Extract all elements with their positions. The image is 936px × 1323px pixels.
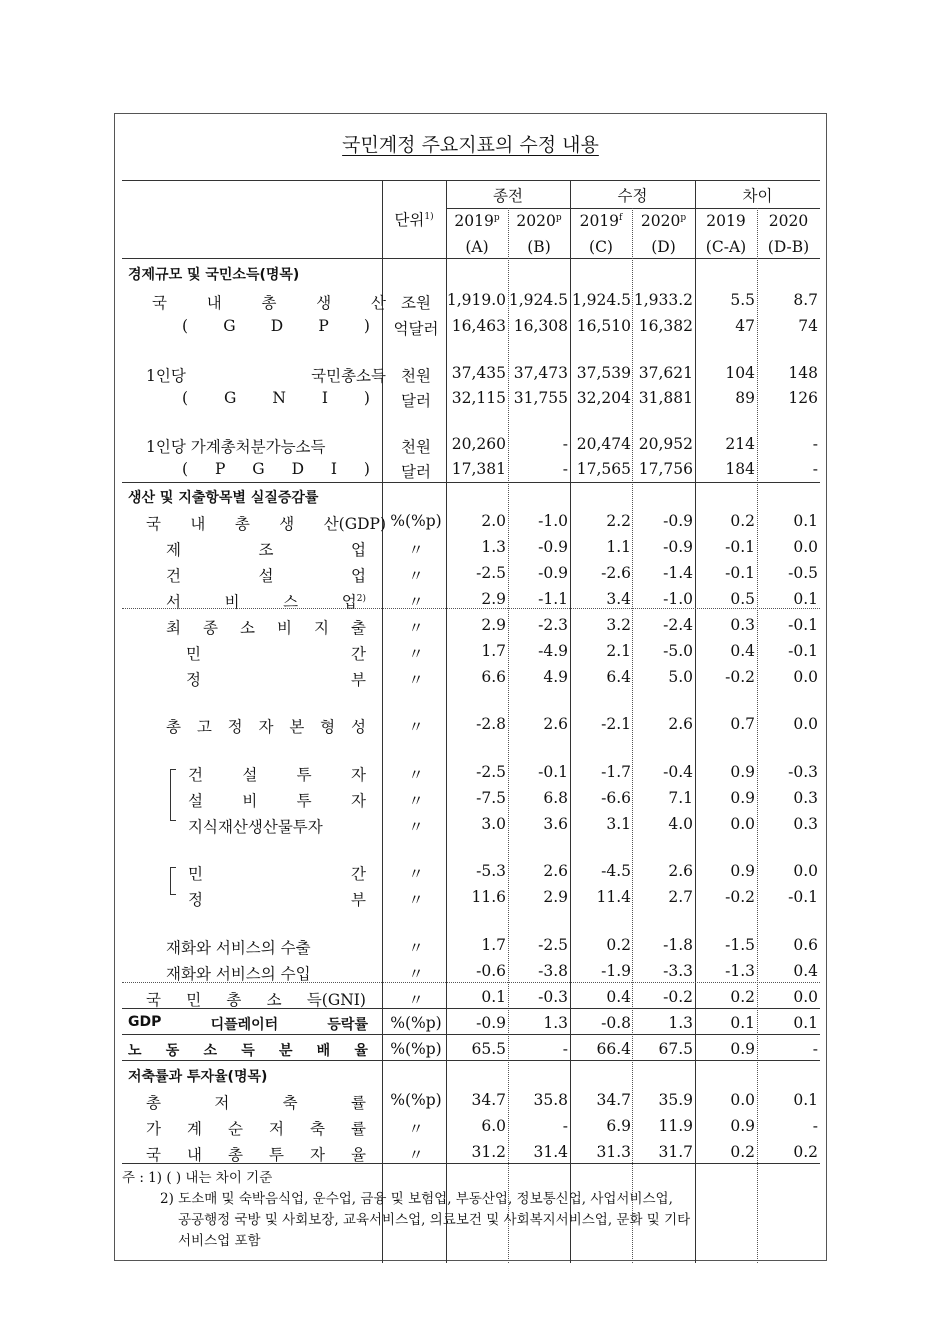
group-header-diff: 차이 xyxy=(742,187,773,205)
cell-value: 214 xyxy=(725,435,755,453)
cell-value: -2.5 xyxy=(538,936,568,954)
cell-value: 0.1 xyxy=(793,512,818,530)
table-row xyxy=(122,431,820,457)
cell-value: 104 xyxy=(725,364,755,382)
cell-value: 0.3 xyxy=(730,616,755,634)
note-4: 서비스업 포함 xyxy=(178,1233,261,1249)
row-label: 국 내 총 생 산(GDP) xyxy=(146,515,386,533)
cell-value: 16,382 xyxy=(638,317,693,335)
cell-value: 16,510 xyxy=(576,317,631,335)
cell-value: -1.0 xyxy=(663,590,693,608)
cell-value: -1.3 xyxy=(725,962,755,980)
cell-value: 65.5 xyxy=(471,1040,506,1058)
row-label: 총 저 축 률 xyxy=(146,1094,366,1112)
table-row xyxy=(122,858,820,884)
cell-value: -5.0 xyxy=(663,642,693,660)
unit-header: 단위$^{1)}$ xyxy=(394,211,434,229)
table-row xyxy=(122,664,820,690)
row-label: 설 비 투 자 xyxy=(188,792,366,810)
cell-value: -0.9 xyxy=(663,512,693,530)
cell-value: -7.5 xyxy=(476,789,506,807)
cell-value: 0.2 xyxy=(793,1143,818,1161)
cell-value: 20,474 xyxy=(576,435,631,453)
cell-value: 184 xyxy=(725,460,755,478)
row-unit: 〃 xyxy=(408,766,424,784)
cell-value: 74 xyxy=(798,317,818,335)
cell-value: -0.3 xyxy=(538,988,568,1006)
cell-value: 11.9 xyxy=(658,1117,693,1135)
row-label: 민 간 xyxy=(188,865,366,883)
code-a: (A) xyxy=(465,238,489,256)
table-row xyxy=(122,1010,820,1036)
row-unit: %(%p) xyxy=(390,512,442,530)
row-label: 제 조 업 xyxy=(166,541,366,559)
cell-value: 148 xyxy=(788,364,818,382)
cell-value: 0.1 xyxy=(730,1014,755,1032)
cell-value: 6.9 xyxy=(606,1117,631,1135)
cell-value: 16,308 xyxy=(513,317,568,335)
code-f: (D-B) xyxy=(767,238,810,256)
cell-value: -0.1 xyxy=(725,564,755,582)
table-row xyxy=(122,586,820,612)
row-unit: 〃 xyxy=(408,939,424,957)
cell-value: 0.0 xyxy=(730,815,755,833)
cell-value: -0.2 xyxy=(725,888,755,906)
row-label: 국 민 총 소 득(GNI) xyxy=(146,991,366,1009)
cell-value: 37,473 xyxy=(513,364,568,382)
cell-value: 34.7 xyxy=(471,1091,506,1109)
cell-value: -1.0 xyxy=(538,512,568,530)
cell-value: 3.0 xyxy=(481,815,506,833)
cell-value: 0.4 xyxy=(730,642,755,660)
year-e: 2019 xyxy=(706,212,746,230)
cell-value: - xyxy=(562,460,568,478)
cell-value: -0.2 xyxy=(663,988,693,1006)
cell-value: 2.6 xyxy=(543,862,568,880)
cell-value: -0.9 xyxy=(663,538,693,556)
row-unit: 억달러 xyxy=(393,320,439,338)
cell-value: 11.4 xyxy=(596,888,631,906)
cell-value: 1,924.5 xyxy=(508,291,568,309)
cell-value: 1.7 xyxy=(481,642,506,660)
cell-value: 2.1 xyxy=(606,642,631,660)
cell-value: 31.2 xyxy=(471,1143,506,1161)
table-row xyxy=(122,759,820,785)
row-label: ( G N I ) xyxy=(182,389,370,407)
row-label: 국 내 총 생 산 xyxy=(152,294,386,312)
cell-value: -3.3 xyxy=(663,962,693,980)
cell-value: -5.3 xyxy=(476,862,506,880)
cell-value: 7.1 xyxy=(668,789,693,807)
table-row xyxy=(122,508,820,534)
cell-value: 20,260 xyxy=(451,435,506,453)
cell-value: 0.0 xyxy=(793,988,818,1006)
cell-value: 6.8 xyxy=(543,789,568,807)
page-title: 국민계정 주요지표의 수정 내용 xyxy=(342,134,599,156)
row-label: 총 고 정 자 본 형 성 xyxy=(166,718,366,736)
cell-value: -2.6 xyxy=(601,564,631,582)
section-title-1: 경제규모 및 국민소득(명목) xyxy=(128,267,300,283)
cell-value: 126 xyxy=(788,389,818,407)
cell-value: 17,381 xyxy=(451,460,506,478)
row-label: 재화와 서비스의 수출 xyxy=(166,939,311,957)
group-header-revised: 수정 xyxy=(617,187,648,205)
cell-value: 89 xyxy=(735,389,755,407)
table-row xyxy=(122,1036,820,1062)
note-1: 주 : 1) ( ) 내는 차이 기준 xyxy=(122,1170,273,1186)
row-label: GDP 디플레이터 등락률 xyxy=(128,1014,368,1033)
row-unit: 조원 xyxy=(401,294,431,312)
cell-value: -0.2 xyxy=(725,668,755,686)
row-unit: 〃 xyxy=(408,991,424,1009)
cell-value: 2.7 xyxy=(668,888,693,906)
cell-value: 1,919.0 xyxy=(446,291,506,309)
cell-value: 2.0 xyxy=(481,512,506,530)
cell-value: 2.9 xyxy=(481,616,506,634)
table-row xyxy=(122,984,820,1010)
table-row xyxy=(122,560,820,586)
table-row xyxy=(122,313,820,339)
row-label: ( G D P ) xyxy=(182,317,370,335)
cell-value: -6.6 xyxy=(601,789,631,807)
table-row xyxy=(122,958,820,984)
cell-value: 35.8 xyxy=(533,1091,568,1109)
row-unit: 〃 xyxy=(408,718,424,736)
cell-value: - xyxy=(562,1040,568,1058)
cell-value: 37,621 xyxy=(638,364,693,382)
cell-value: 34.7 xyxy=(596,1091,631,1109)
cell-value: 32,204 xyxy=(576,389,631,407)
cell-value: 6.0 xyxy=(481,1117,506,1135)
cell-value: -2.5 xyxy=(476,564,506,582)
row-label: 건 설 투 자 xyxy=(188,766,366,784)
cell-value: 37,539 xyxy=(576,364,631,382)
cell-value: 0.6 xyxy=(793,936,818,954)
cell-value: 0.9 xyxy=(730,763,755,781)
code-d: (D) xyxy=(651,238,676,256)
cell-value: 1.3 xyxy=(481,538,506,556)
cell-value: 31.4 xyxy=(533,1143,568,1161)
row-unit: 〃 xyxy=(408,671,424,689)
cell-value: -2.5 xyxy=(476,763,506,781)
cell-value: 2.6 xyxy=(668,862,693,880)
table-row xyxy=(122,287,820,313)
year-f: 2020 xyxy=(768,212,809,230)
cell-value: -2.3 xyxy=(538,616,568,634)
row-unit: 〃 xyxy=(408,818,424,836)
cell-value: 16,463 xyxy=(451,317,506,335)
row-unit: 〃 xyxy=(408,965,424,983)
cell-value: 0.0 xyxy=(730,1091,755,1109)
table-row xyxy=(122,932,820,958)
cell-value: 0.0 xyxy=(793,538,818,556)
cell-value: -0.1 xyxy=(725,538,755,556)
cell-value: 3.1 xyxy=(606,815,631,833)
cell-value: 0.5 xyxy=(730,590,755,608)
table-row xyxy=(122,638,820,664)
row-label: 서 비 스 업$^{2)}$ xyxy=(166,593,366,611)
table-row xyxy=(122,884,820,910)
row-unit: 달러 xyxy=(401,392,431,410)
cell-value: 0.2 xyxy=(730,512,755,530)
cell-value: -3.8 xyxy=(538,962,568,980)
row-label: 정 부 xyxy=(188,891,366,909)
cell-value: -0.3 xyxy=(788,763,818,781)
cell-value: 6.6 xyxy=(481,668,506,686)
cell-value: 31.3 xyxy=(596,1143,631,1161)
cell-value: 0.1 xyxy=(793,1091,818,1109)
cell-value: 17,756 xyxy=(638,460,693,478)
cell-value: 47 xyxy=(735,317,755,335)
row-unit: 〃 xyxy=(408,567,424,585)
table-row xyxy=(122,1113,820,1139)
table-row xyxy=(122,360,820,386)
table-row xyxy=(122,612,820,638)
code-e: (C-A) xyxy=(705,238,747,256)
cell-value: 1.3 xyxy=(543,1014,568,1032)
row-unit: 〃 xyxy=(408,865,424,883)
cell-value: 1,933.2 xyxy=(633,291,693,309)
note-3: 공공행정 국방 및 사회보장, 교육서비스업, 의료보건 및 사회복지서비스업, 문화 및 기타 xyxy=(178,1212,691,1228)
table-row xyxy=(122,1087,820,1113)
cell-value: 0.0 xyxy=(793,668,818,686)
cell-value: 2.9 xyxy=(543,888,568,906)
cell-value: -1.8 xyxy=(663,936,693,954)
cell-value: - xyxy=(562,435,568,453)
cell-value: 0.3 xyxy=(793,789,818,807)
cell-value: 31,755 xyxy=(513,389,568,407)
cell-value: -0.1 xyxy=(788,642,818,660)
table-row xyxy=(122,456,820,482)
cell-value: 6.4 xyxy=(606,668,631,686)
cell-value: -1.5 xyxy=(725,936,755,954)
cell-value: 0.7 xyxy=(730,715,755,733)
table-row xyxy=(122,385,820,411)
cell-value: 0.9 xyxy=(730,1040,755,1058)
table-row xyxy=(122,1139,820,1165)
cell-value: -1.1 xyxy=(538,590,568,608)
cell-value: 5.0 xyxy=(668,668,693,686)
cell-value: -0.6 xyxy=(476,962,506,980)
cell-value: 0.0 xyxy=(793,715,818,733)
row-unit: 〃 xyxy=(408,1120,424,1138)
cell-value: - xyxy=(812,460,818,478)
cell-value: 0.1 xyxy=(481,988,506,1006)
cell-value: 67.5 xyxy=(658,1040,693,1058)
row-label: 정 부 xyxy=(186,671,366,689)
cell-value: 37,435 xyxy=(451,364,506,382)
cell-value: -0.1 xyxy=(538,763,568,781)
cell-value: 0.4 xyxy=(793,962,818,980)
row-label: 가 계 순 저 축 률 xyxy=(146,1120,366,1138)
cell-value: 3.4 xyxy=(606,590,631,608)
cell-value: -2.1 xyxy=(601,715,631,733)
row-unit: %(%p) xyxy=(390,1040,442,1058)
row-unit: 〃 xyxy=(408,1146,424,1164)
cell-value: - xyxy=(812,1117,818,1135)
note-2: 2) 도소매 및 숙박음식업, 운수업, 금융 및 보험업, 부동산업, 정보통신업, 사업서비스업, xyxy=(160,1191,673,1207)
row-unit: 〃 xyxy=(408,541,424,559)
header-top-rule xyxy=(122,180,820,181)
cell-value: 31,881 xyxy=(638,389,693,407)
cell-value: 3.6 xyxy=(543,815,568,833)
row-unit: 달러 xyxy=(401,463,431,481)
table-row xyxy=(122,811,820,837)
cell-value: 4.9 xyxy=(543,668,568,686)
cell-value: 1.3 xyxy=(668,1014,693,1032)
cell-value: 0.2 xyxy=(730,988,755,1006)
cell-value: 0.0 xyxy=(793,862,818,880)
cell-value: 3.2 xyxy=(606,616,631,634)
cell-value: 2.6 xyxy=(543,715,568,733)
cell-value: 0.9 xyxy=(730,789,755,807)
row-label: 1인당 가계총처분가능소득 xyxy=(146,438,326,456)
row-unit: 〃 xyxy=(408,645,424,663)
row-label: 건 설 업 xyxy=(166,567,366,585)
cell-value: 0.2 xyxy=(606,936,631,954)
cell-value: -0.9 xyxy=(538,538,568,556)
row-label: 민 간 xyxy=(186,645,366,663)
cell-value: 8.7 xyxy=(793,291,818,309)
cell-value: 0.9 xyxy=(730,1117,755,1135)
cell-value: -4.5 xyxy=(601,862,631,880)
group-header-prev: 종전 xyxy=(493,187,523,205)
cell-value: -4.9 xyxy=(538,642,568,660)
row-unit: %(%p) xyxy=(390,1091,442,1109)
header-bottom-rule xyxy=(122,258,820,259)
table-row xyxy=(122,785,820,811)
cell-value: 1,924.5 xyxy=(571,291,631,309)
cell-value: 2.6 xyxy=(668,715,693,733)
row-unit: %(%p) xyxy=(390,1014,442,1032)
row-unit: 천원 xyxy=(401,438,431,456)
cell-value: 0.1 xyxy=(793,590,818,608)
year-c: 2019$^f$ xyxy=(579,212,623,230)
year-d: 2020$^p$ xyxy=(640,212,687,230)
cell-value: - xyxy=(812,435,818,453)
group-rule xyxy=(446,208,820,209)
row-label: 노 동 소 득 분 배 율 xyxy=(128,1043,368,1059)
cell-value: 0.2 xyxy=(730,1143,755,1161)
year-b: 2020$^p$ xyxy=(516,212,562,230)
row-label: 1인당 국민총소득 xyxy=(146,367,386,385)
cell-value: 1.7 xyxy=(481,936,506,954)
cell-value: 0.4 xyxy=(606,988,631,1006)
table-row xyxy=(122,711,820,737)
row-label: ( P G D I ) xyxy=(182,460,370,478)
row-label: 재화와 서비스의 수입 xyxy=(166,965,311,983)
cell-value: 2.9 xyxy=(481,590,506,608)
cell-value: 1.1 xyxy=(606,538,631,556)
cell-value: 0.1 xyxy=(793,1014,818,1032)
cell-value: -2.8 xyxy=(476,715,506,733)
cell-value: -1.9 xyxy=(601,962,631,980)
cell-value: 4.0 xyxy=(668,815,693,833)
cell-value: -0.1 xyxy=(788,616,818,634)
section-title-2: 생산 및 지출항목별 실질증감률 xyxy=(128,490,319,506)
cell-value: 31.7 xyxy=(658,1143,693,1161)
cell-value: 66.4 xyxy=(596,1040,631,1058)
row-label: 지식재산생산물투자 xyxy=(188,818,323,836)
row-unit: 〃 xyxy=(408,891,424,909)
row-unit: 〃 xyxy=(408,792,424,810)
cell-value: -1.7 xyxy=(601,763,631,781)
cell-value: 17,565 xyxy=(576,460,631,478)
cell-value: -0.1 xyxy=(788,888,818,906)
row-unit: 〃 xyxy=(408,619,424,637)
cell-value: 20,952 xyxy=(638,435,693,453)
cell-value: 35.9 xyxy=(658,1091,693,1109)
cell-value: 0.9 xyxy=(730,862,755,880)
cell-value: -1.4 xyxy=(663,564,693,582)
row-unit: 천원 xyxy=(401,367,431,385)
year-a: 2019$^p$ xyxy=(454,212,500,230)
cell-value: 5.5 xyxy=(730,291,755,309)
cell-value: -0.9 xyxy=(476,1014,506,1032)
cell-value: 32,115 xyxy=(451,389,506,407)
cell-value: -0.9 xyxy=(538,564,568,582)
row-label: 최 종 소 비 지 출 xyxy=(166,619,366,637)
row-unit: 〃 xyxy=(408,593,424,611)
cell-value: -0.4 xyxy=(663,763,693,781)
cell-value: - xyxy=(812,1040,818,1058)
cell-value: -0.5 xyxy=(788,564,818,582)
cell-value: 11.6 xyxy=(471,888,506,906)
table-row xyxy=(122,534,820,560)
row-label: 국 내 총 투 자 율 xyxy=(146,1146,366,1164)
code-b: (B) xyxy=(527,238,551,256)
cell-value: 2.2 xyxy=(606,512,631,530)
section-title-5: 저축률과 투자율(명목) xyxy=(128,1069,268,1085)
cell-value: 0.3 xyxy=(793,815,818,833)
cell-value: -2.4 xyxy=(663,616,693,634)
cell-value: - xyxy=(562,1117,568,1135)
code-c: (C) xyxy=(589,238,613,256)
cell-value: -0.8 xyxy=(601,1014,631,1032)
